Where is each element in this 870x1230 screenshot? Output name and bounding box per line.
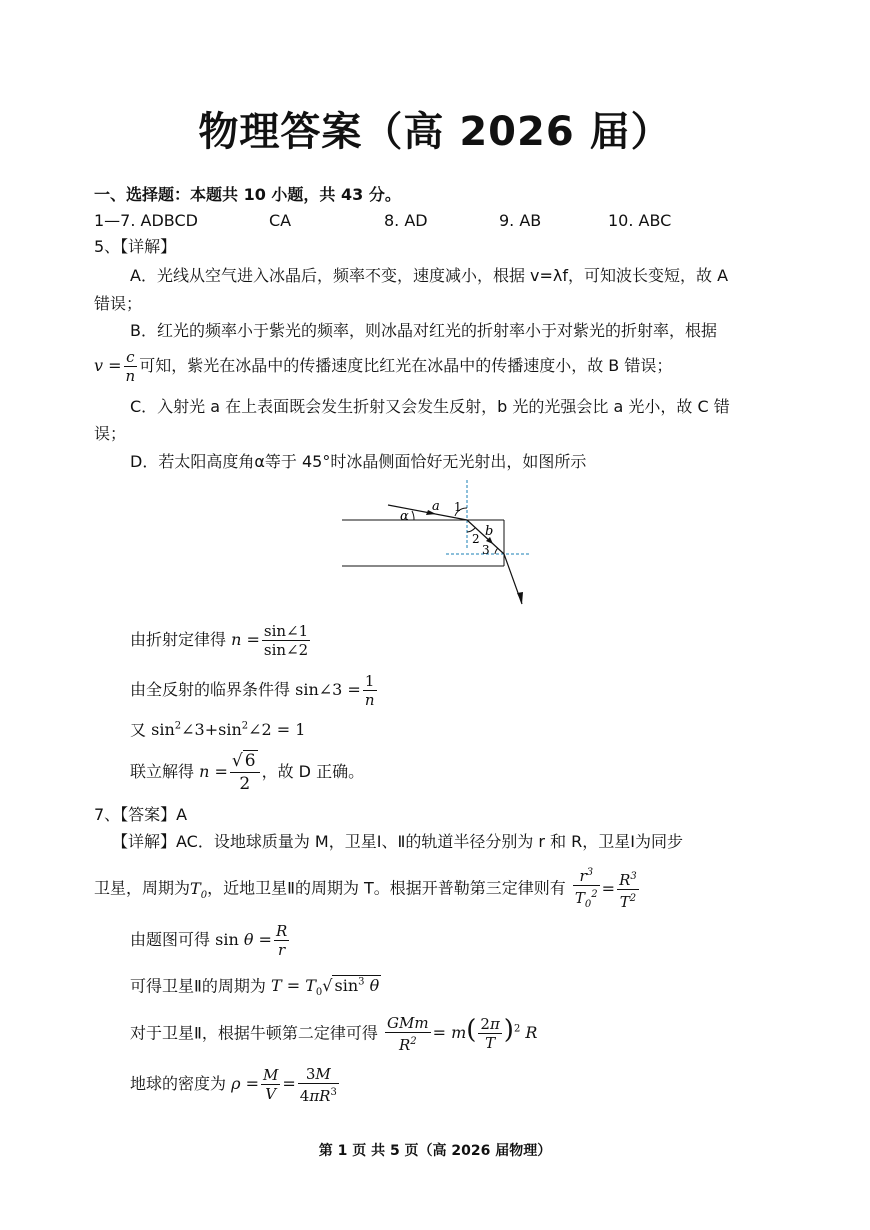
formula-v-eq-c-over-n: v = $\frac{c}{n}$ [94, 348, 136, 385]
eq-solution-conclusion: ，故 D 正确。 [261, 762, 365, 781]
page-footer: 第 1 页 共 5 页（高 2026 届物理） [318, 1143, 552, 1159]
angle-alpha-arc [412, 511, 414, 520]
label-angle-2: 2 [472, 532, 480, 546]
label-a: a [432, 499, 440, 514]
symbol-t0: $T_0$ [190, 878, 208, 901]
q7-line2-part1: 卫星，周期为 [94, 878, 191, 898]
eq-identity-label: 又 [130, 720, 147, 740]
answer-8: 8. AD [384, 211, 428, 230]
eq-solution [130, 750, 364, 794]
formula-kepler-third-law: $\frac{r^3}{T_0^2}$ = $\frac{R^3}{T^2}$ [571, 879, 641, 898]
q5-option-b-text: 可知，紫光在冰晶中的传播速度比红光在冰晶中的传播速度小，故 B 错误； [139, 356, 673, 375]
q5-option-a-line2: 错误； [94, 294, 143, 313]
q5-option-c-line2: 误； [94, 424, 127, 443]
arrow-exit-icon [517, 592, 523, 604]
page-title: 物理答案（高 2026 届） [198, 109, 672, 155]
eq-critical-label: 由全反射的临界条件得 [130, 680, 291, 699]
label-alpha: α [400, 509, 409, 524]
formula-sin-theta-r-over-r: sin θ = $\frac{R}{r}$ [215, 922, 288, 959]
q7-line6 [130, 1064, 341, 1104]
label-angle-3: 3 [482, 543, 490, 557]
formula-period-t: $T = T_0√$ $\sin^3 \theta$ [270, 976, 380, 999]
q7-line6-label: 地球的密度为 [130, 1074, 227, 1093]
label-b: b [485, 524, 494, 539]
q7-line4-label: 可得卫星Ⅱ的周期为 [130, 976, 266, 996]
q7-heading: 7、【答案】A [94, 805, 188, 824]
eq-critical-angle [130, 670, 379, 710]
q5-option-b-line1: B．红光的频率小于紫光的频率，则冰晶对红光的折射率小于对紫光的折射率，根据 [130, 321, 717, 340]
answer-10: 10. ABC [608, 211, 672, 230]
eq-identity [130, 716, 305, 741]
q7-line2-part2: ，近地卫星Ⅱ的周期为 T。根据开普勒第三定律则有 [207, 878, 566, 898]
q5-option-c-line1: C．入射光 a 在上表面既会发生折射又会发生反射，b 光的光强会比 a 光小，故 C 错 [130, 397, 730, 416]
q7-line3-label: 由题图可得 [130, 930, 211, 949]
answer-9: 9. AB [499, 211, 542, 230]
label-angle-1: 1 [454, 500, 462, 514]
angle-3-arc [495, 548, 498, 554]
q7-line5-label: 对于卫星Ⅱ，根据牛顿第二定律可得 [130, 1023, 378, 1043]
formula-newton-second-law: $\frac{\text{GMm}}{R^2}$ = m( $\frac{2\pi}{T}$ )$^2$ R [386, 1013, 538, 1054]
q7-line5 [130, 1008, 537, 1052]
formula-n-sqrt6-over-2: n = $\frac{√ 6}{2}$ [199, 762, 261, 781]
refraction-diagram [340, 478, 540, 608]
q5-option-a-line1: A．光线从空气进入冰晶后，频率不变，速度减小，根据 v=λf，可知波长变短，故 A [130, 266, 729, 285]
q5-option-b-line2 [94, 348, 672, 385]
q7-line2 [94, 864, 641, 911]
eq-solution-label: 联立解得 [130, 762, 195, 781]
section-heading: 一、选择题：本题共 10 小题，共 43 分。 [94, 185, 401, 204]
q7-line4 [130, 972, 381, 1005]
q7-line1: 【详解】AC．设地球质量为 M，卫星Ⅰ、Ⅱ的轨道半径分别为 r 和 R，卫星Ⅰ为同步 [112, 832, 683, 851]
formula-sin3-1-over-n: sin∠3 = $\frac{1}{n}$ [295, 672, 375, 709]
formula-sin-squared-sum: $\sin^2\angle 3+\sin^2\angle 2 = 1$ [151, 720, 306, 740]
q5-option-d-line1: D．若太阳高度角α等于 45°时冰晶侧面恰好无光射出，如图所示 [130, 452, 587, 471]
answer-1-7: 1—7. ADBCD [94, 211, 198, 230]
q5-heading: 5、【详解】 [94, 237, 177, 256]
formula-n-sin1-sin2: n = $\frac{\sin\angle 1}{\sin\angle 2}$ [231, 622, 309, 659]
q7-line3 [130, 920, 291, 960]
eq-refraction-label: 由折射定律得 [130, 630, 227, 649]
formula-density: ρ = $\frac{M}{V}$ = $\frac{3M}{4\pi R^3}$ [231, 1064, 337, 1105]
answer-5-6: CA [269, 211, 292, 230]
eq-refraction-law [130, 620, 312, 660]
